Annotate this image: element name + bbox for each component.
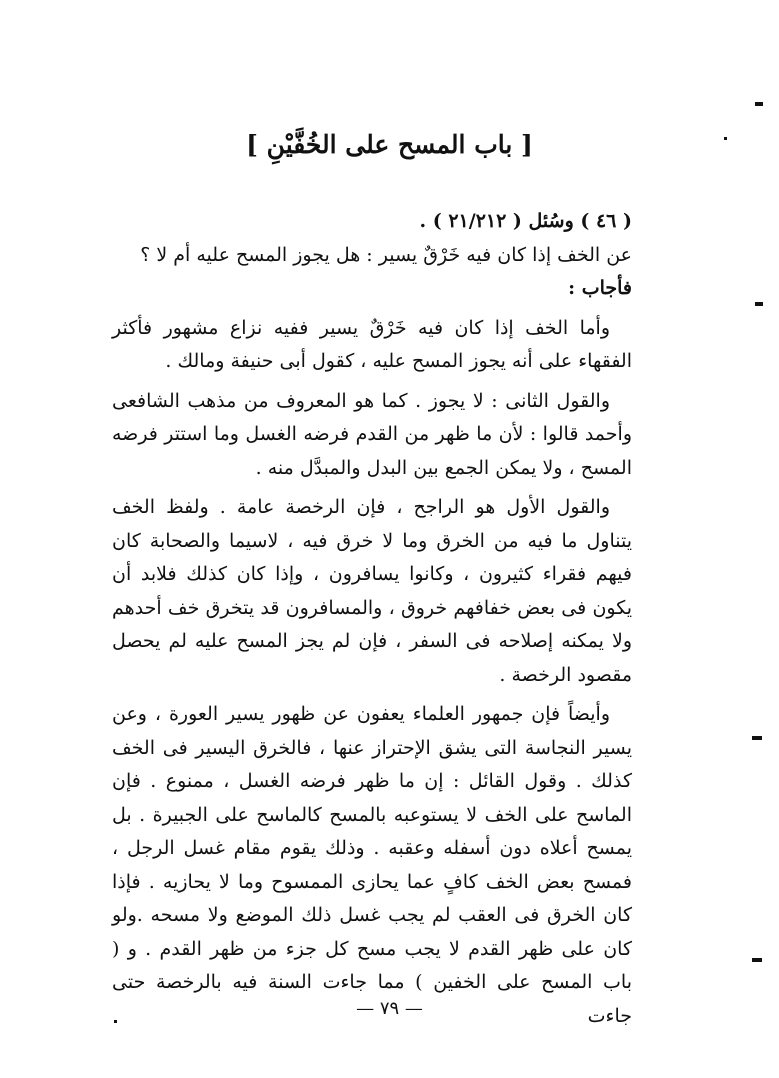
- question-reference: ( ٤٦ ) وسُئل ( ٢١/٢١٢ ) .: [419, 210, 632, 232]
- paragraph: وأما الخف إذا كان فيه خَرْقٌ يسير ففيه نزاع مشهور فأكثر الفقهاء على أنه يجوز المسح عليه ، كقول أبى حنيفة ومالك .: [112, 316, 632, 372]
- paragraph: وأيضاً فإن جمهور العلماء يعفون عن ظهور يسير العورة ، وعن يسير النجاسة التى يشق الإحتراز عنها ، فالخرق اليسير فى الخف كذلك . وقول القائل : إن ما ظهر فرضه الغسل ، ممنوع . فإن الماسح على الخف لا يستوعبه بالمسح كالماسح على الجبيرة . بل يمسح أعلاه دون أسفله وعقبه . وذلك يقوم مقام غسل الرجل ، فمسح بعض الخف كافٍ عما يحازى الممسوح وما لا يحازيه . فإذا كان الخرق فى العقب لم يجب غسل ذلك الموضع ولا مسحه .ولو كان على ظهر القدم لا يجب مسح كل جزء من ظهر القدم . و ( باب المسح على الخفين ) مما جاءت السنة فيه بالرخصة حتى جاءت: [112, 703, 632, 1027]
- paragraph: والقول الثانى : لا يجوز . كما هو المعروف من مذهب الشافعى وأحمد قالوا : لأن ما ظهر من القدم فرضه الغسل وما استتر فرضه المسح ، ولا يمكن الجمع بين البدل والمبدَّل منه .: [112, 389, 632, 479]
- body-text: [112, 205, 632, 1039]
- answer-label: فأجاب :: [568, 277, 632, 299]
- section-title: [ باب المسح على الخُفَّيْنِ ]: [246, 130, 533, 159]
- scan-mark: [752, 736, 762, 740]
- scan-mark: [755, 302, 763, 306]
- question-text: عن الخف إذا كان فيه خَرْقٌ يسير : هل يجوز المسح عليه أم لا ؟: [140, 243, 632, 266]
- paragraph: والقول الأول هو الراجح ، فإن الرخصة عامة . ولفظ الخف يتناول ما فيه من الخرق وما لا خرق فيه ، لاسيما والصحابة كان فيهم فقراء كثيرون ، وكانوا يسافرون ، وإذا كان كذلك فلابد أن يكون فى بعض خفافهم خروق ، والمسافرون قد يتخرق خف أحدهم ولا يمكنه إصلاحه فى السفر ، فإن لم يجز المسح عليه لم يحصل مقصود الرخصة .: [112, 496, 632, 686]
- scan-mark: [114, 1020, 117, 1023]
- page-number: — ٧٩ —: [356, 998, 423, 1019]
- scan-mark: [724, 137, 727, 140]
- scan-mark: [755, 102, 763, 106]
- scan-mark: [752, 958, 762, 962]
